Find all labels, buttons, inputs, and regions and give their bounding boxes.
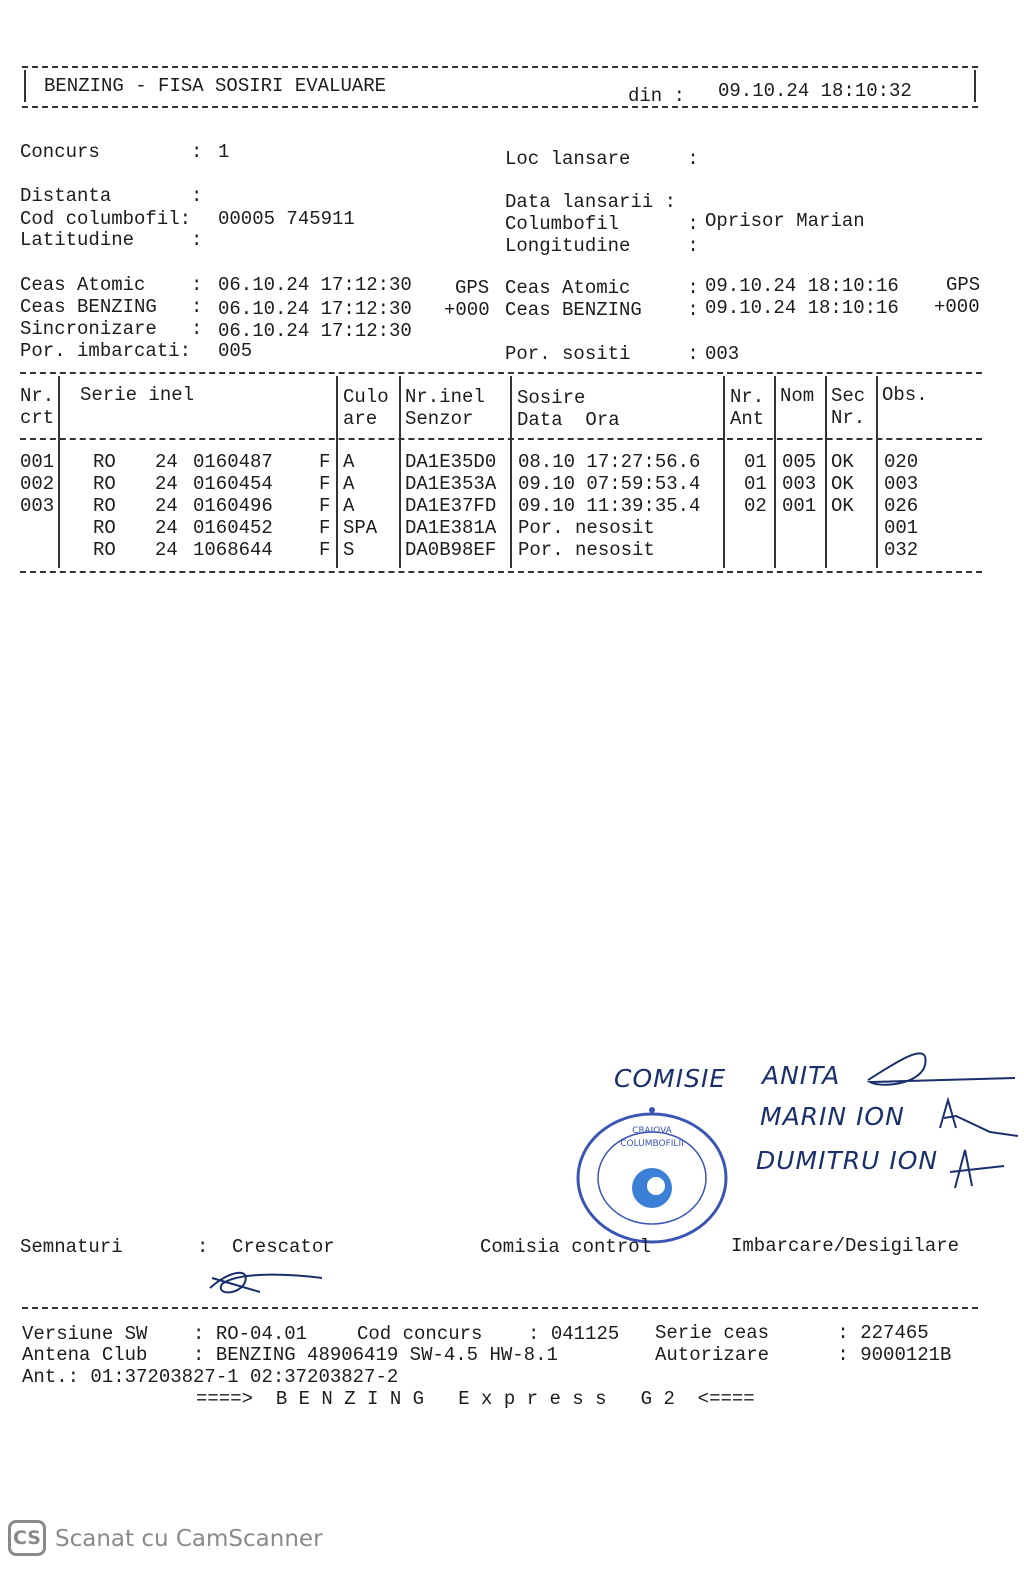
porumbei-sositi-value: 003	[705, 343, 740, 365]
cell-obs: 026	[884, 495, 919, 517]
ceas-benzing-start-value: 06.10.24 17:12:30	[218, 298, 412, 320]
camscanner-watermark: Scanat cu CamScanner	[55, 1526, 323, 1552]
cell-tara: RO	[93, 517, 116, 539]
header-nr-ant: Nr.	[730, 386, 765, 408]
distanta-label: Distanta :	[20, 185, 203, 207]
ceas-atomic-start-label: Ceas Atomic :	[20, 274, 203, 296]
header-data-ora: Data Ora	[517, 409, 620, 431]
signature-anita-icon	[868, 1053, 1015, 1084]
cell-nom: 001	[782, 495, 817, 517]
footer-rule	[22, 1307, 978, 1309]
cell-inel: 0160452	[193, 517, 273, 539]
columbofil-value: Oprisor Marian	[705, 210, 865, 232]
cell-an: 24	[155, 473, 178, 495]
semnaturi-label: Semnaturi	[20, 1236, 123, 1258]
sincronizare-label: Sincronizare :	[20, 318, 203, 340]
ceas-atomic-end-suffix: GPS	[946, 274, 981, 296]
cod-concurs: Cod concurs : 041125	[357, 1323, 620, 1345]
signature-dumitru-icon	[950, 1150, 1004, 1188]
header-crt: crt	[20, 407, 55, 429]
ceas-benzing-end-label: Ceas BENZING :	[505, 299, 699, 321]
cell-culoare: S	[343, 539, 355, 561]
cell-culoare: A	[343, 451, 355, 473]
cell-culoare: A	[343, 495, 355, 517]
cell-senzor: DA1E381A	[405, 517, 497, 539]
cell-an: 24	[155, 451, 178, 473]
header-sosire: Sosire	[517, 387, 586, 409]
header-sec-nr: Nr.	[831, 407, 866, 429]
cell-an: 24	[155, 539, 178, 561]
camscanner-logo-icon: CS	[8, 1520, 46, 1556]
report-date-label: din :	[628, 85, 686, 107]
signature-crescator-icon	[210, 1273, 322, 1293]
cell-culoare: A	[343, 473, 355, 495]
cell-ant: 02	[744, 495, 767, 517]
cell-inel: 0160496	[193, 495, 273, 517]
commission-heading: COMISIE	[614, 1064, 727, 1093]
benzing-banner: ====> B E N Z I N G E x p r e s s G 2 <====	[196, 1388, 755, 1410]
header-serie-inel: Serie inel	[80, 384, 195, 406]
header-ant: Ant	[730, 408, 765, 430]
porumbei-imbarcati-value: 005	[218, 340, 253, 362]
commission-member-3: DUMITRU ION	[756, 1146, 939, 1175]
commission-stamp-icon	[578, 1107, 726, 1242]
cell-sosire: Por. nesosit	[518, 539, 655, 561]
versiune-sw: Versiune SW : RO-04.01	[22, 1323, 308, 1345]
ceas-atomic-end-value: 09.10.24 18:10:16	[705, 275, 899, 297]
cell-tara: RO	[93, 495, 116, 517]
cell-tara: RO	[93, 473, 116, 495]
commission-member-1: ANITA	[762, 1061, 841, 1090]
ceas-atomic-start-value: 06.10.24 17:12:30	[218, 274, 412, 296]
cell-culoare: SPA	[343, 517, 378, 539]
cell-obs: 032	[884, 539, 919, 561]
cell-obs: 003	[884, 473, 919, 495]
report-title: BENZING - FISA SOSIRI EVALUARE	[44, 75, 387, 97]
latitudine-label: Latitudine :	[20, 229, 203, 251]
autorizare: Autorizare : 9000121B	[655, 1344, 952, 1366]
header-obs: Obs.	[882, 384, 928, 406]
cell-sec: OK	[831, 451, 854, 473]
cell-ant: 01	[744, 451, 767, 473]
semnaturi-colon: :	[197, 1236, 209, 1258]
data-lansarii-label: Data lansarii :	[505, 191, 677, 213]
cell-inel: 1068644	[193, 539, 273, 561]
report-date-value: 09.10.24 18:10:32	[718, 80, 912, 102]
header-nom: Nom	[780, 385, 815, 407]
cell-sosire: 09.10 11:39:35.4	[518, 495, 701, 517]
concurs-value: 1	[218, 141, 230, 163]
header-culoare-2: are	[343, 408, 378, 430]
cell-nom: 003	[782, 473, 817, 495]
cell-nr: 001	[20, 451, 55, 473]
header-sec: Sec	[831, 385, 866, 407]
cell-an: 24	[155, 517, 178, 539]
ceas-benzing-start-label: Ceas BENZING :	[20, 296, 203, 318]
cell-tara: RO	[93, 451, 116, 473]
cell-sosire: 08.10 17:27:56.6	[518, 451, 701, 473]
crescator-label: Crescator	[232, 1236, 335, 1258]
cell-nr: 002	[20, 473, 55, 495]
porumbei-sositi-label: Por. sositi :	[505, 343, 699, 365]
cell-senzor: DA1E37FD	[405, 495, 497, 517]
ceas-benzing-end-value: 09.10.24 18:10:16	[705, 297, 899, 319]
longitudine-label: Longitudine :	[505, 235, 699, 257]
ceas-atomic-start-suffix: GPS	[455, 277, 490, 299]
serie-ceas: Serie ceas : 227465	[655, 1322, 929, 1344]
header-nr: Nr.	[20, 385, 55, 407]
columbofil-label: Columbofil :	[505, 213, 699, 235]
cell-senzor: DA1E35D0	[405, 451, 497, 473]
cell-senzor: DA1E353A	[405, 473, 497, 495]
cell-sex: F	[319, 517, 331, 539]
cell-inel: 0160454	[193, 473, 273, 495]
cell-an: 24	[155, 495, 178, 517]
cell-sosire: Por. nesosit	[518, 517, 655, 539]
ceas-benzing-start-suffix: +000	[444, 299, 490, 321]
cell-sex: F	[319, 451, 331, 473]
cell-ant: 01	[744, 473, 767, 495]
antena-club: Antena Club : BENZING 48906419 SW-4.5 HW-8.1	[22, 1344, 558, 1366]
cell-sex: F	[319, 539, 331, 561]
cell-sex: F	[319, 473, 331, 495]
ceas-atomic-end-label: Ceas Atomic :	[505, 277, 699, 299]
signature-marin-icon	[940, 1100, 1018, 1136]
imbarcare-label: Imbarcare/Desigilare	[731, 1235, 960, 1257]
cell-obs: 001	[884, 517, 919, 539]
cell-obs: 020	[884, 451, 919, 473]
ceas-benzing-end-suffix: +000	[934, 296, 980, 318]
comisia-control-label: Comisia control	[480, 1236, 652, 1258]
cell-tara: RO	[93, 539, 116, 561]
sincronizare-value: 06.10.24 17:12:30	[218, 320, 412, 342]
header-nr-inel: Nr.inel	[405, 386, 485, 408]
header-senzor: Senzor	[405, 408, 474, 430]
svg-text:COLUMBOFILII: COLUMBOFILII	[620, 1139, 684, 1149]
cod-columbofil-value: 00005 745911	[218, 208, 355, 230]
cod-columbofil-label: Cod columbofil:	[20, 208, 192, 230]
cell-senzor: DA0B98EF	[405, 539, 497, 561]
cell-sosire: 09.10 07:59:53.4	[518, 473, 701, 495]
antene: Ant.: 01:37203827-1 02:37203827-2	[22, 1366, 399, 1388]
cell-sex: F	[319, 495, 331, 517]
cell-nom: 005	[782, 451, 817, 473]
cell-sec: OK	[831, 495, 854, 517]
commission-member-2: MARIN ION	[760, 1102, 905, 1131]
concurs-label: Concurs :	[20, 141, 203, 163]
loc-lansare-label: Loc lansare :	[505, 148, 699, 170]
cell-nr: 003	[20, 495, 55, 517]
cell-inel: 0160487	[193, 451, 273, 473]
porumbei-imbarcati-label: Por. imbarcati:	[20, 340, 192, 362]
cell-sec: OK	[831, 473, 854, 495]
svg-text:CRAIOVA: CRAIOVA	[632, 1126, 672, 1136]
header-culoare-1: Culo	[343, 386, 389, 408]
